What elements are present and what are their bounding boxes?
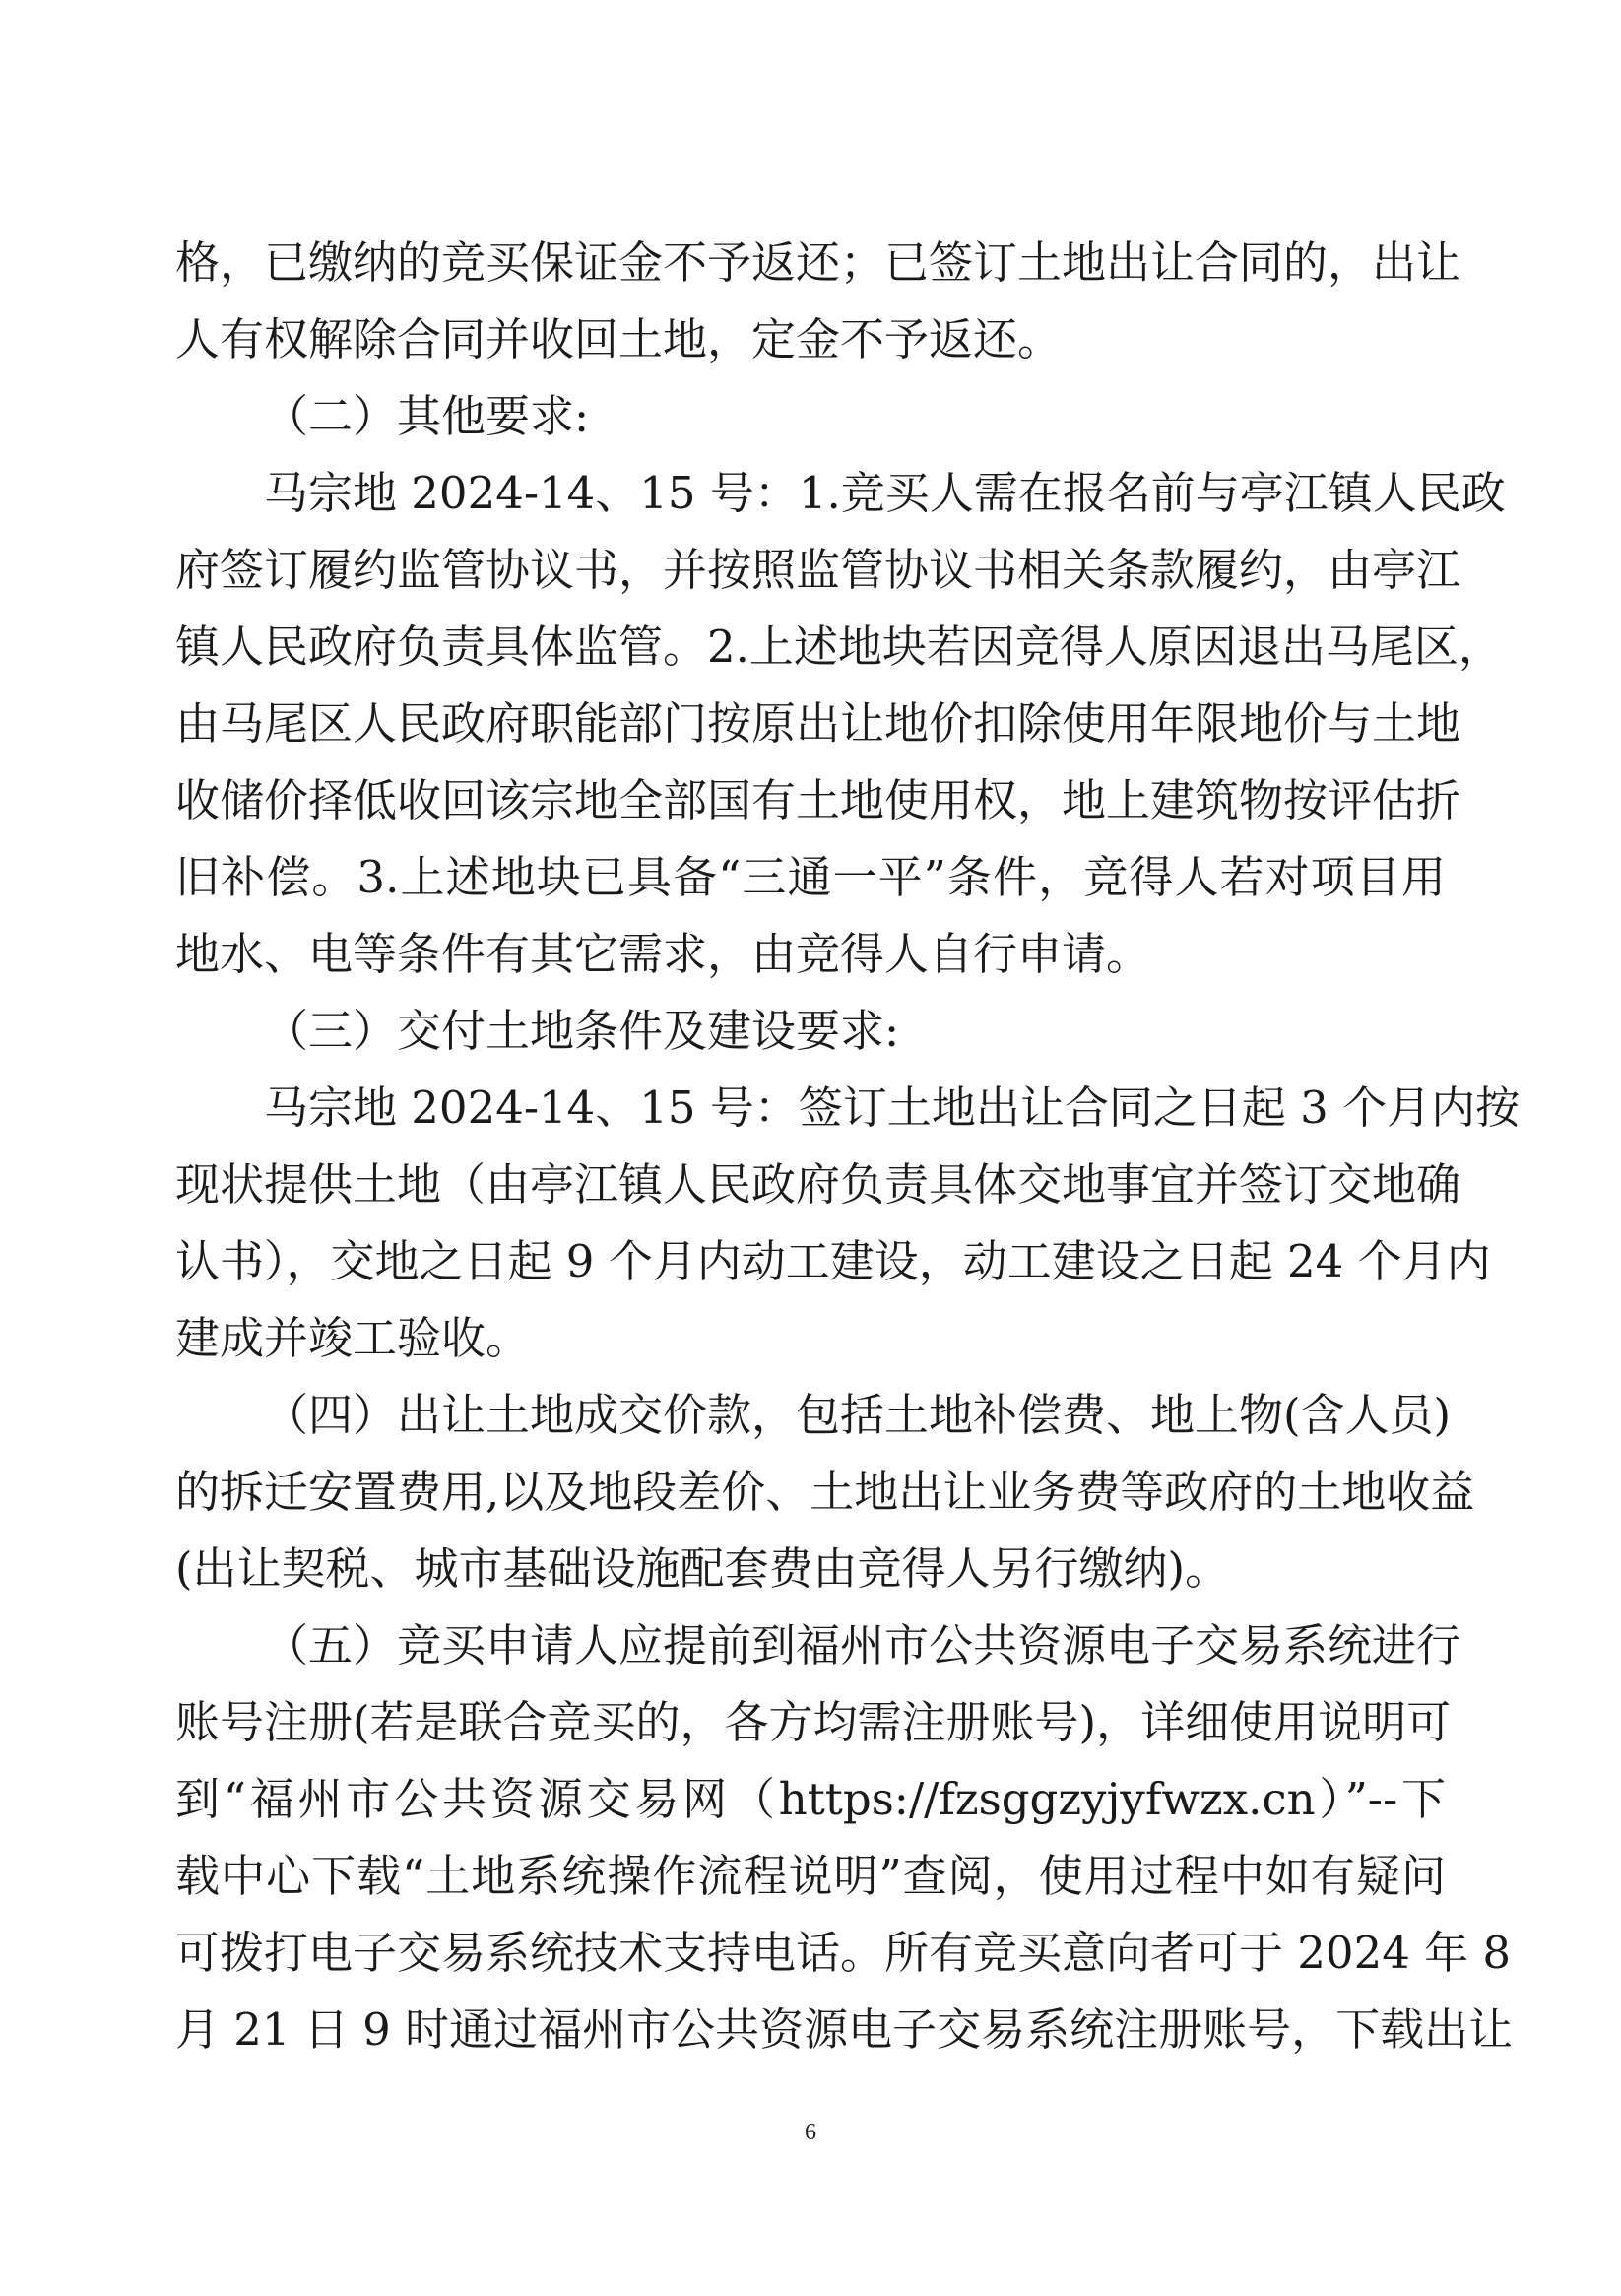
body-text-line: 建成并竣工验收。: [175, 1312, 531, 1364]
body-text-line: （四）出让土地成交价款，包括土地补偿费、地上物(含人员): [264, 1389, 1452, 1441]
body-text-line: 收储价择低收回该宗地全部国有土地使用权，地上建筑物按评估折: [175, 774, 1461, 826]
body-text-line: 的拆迁安置费用,以及地段差价、土地出让业务费等政府的土地收益: [175, 1466, 1475, 1518]
section-heading: （三）交付土地条件及建设要求:: [264, 1005, 900, 1057]
body-text-line: 到“福州市公共资源交易网（https://fzsggzyjyfwzx.cn）”--下: [175, 1773, 1446, 1825]
body-text-line: 由马尾区人民政府职能部门按原出让地价扣除使用年限地价与土地: [175, 697, 1461, 750]
body-text-line: 人有权解除合同并收回土地，定金不予返还。: [175, 313, 1063, 365]
body-text-line: 载中心下载“土地系统操作流程说明”查阅，使用过程中如有疑问: [175, 1850, 1446, 1902]
body-text-line: （五）竞买申请人应提前到福州市公共资源电子交易系统进行: [264, 1619, 1461, 1672]
body-text-line: 可拨打电子交易系统技术支持电话。所有竞买意向者可于 2024 年 8: [175, 1927, 1512, 1979]
body-text-line: 府签订履约监管协议书，并按照监管协议书相关条款履约，由亭江: [175, 544, 1461, 596]
body-text-line: 格，已缴纳的竞买保证金不予返还；已签订土地出让合同的，出让: [175, 236, 1461, 289]
body-text-line: (出让契税、城市基础设施配套费由竞得人另行缴纳)。: [175, 1542, 1230, 1595]
body-text-line: 账号注册(若是联合竞买的，各方均需注册账号)，详细使用说明可: [175, 1696, 1452, 1748]
body-text-line: 地水、电等条件有其它需求，由竞得人自行申请。: [175, 928, 1151, 980]
body-text-line: 旧补偿。3.上述地块已具备“三通一平”条件，竞得人若对项目用: [175, 851, 1446, 903]
body-text-line: 马宗地 2024-14、15 号：1.竞买人需在报名前与亭江镇人民政: [264, 467, 1506, 519]
body-text-line: 现状提供土地（由亭江镇人民政府负责具体交地事宜并签订交地确: [175, 1158, 1461, 1211]
body-text-line: 月 21 日 9 时通过福州市公共资源电子交易系统注册账号，下载出让: [175, 2003, 1514, 2056]
body-text-line: 镇人民政府负责具体监管。2.上述地块若因竞得人原因退出马尾区，: [175, 621, 1503, 673]
section-heading: （二）其他要求:: [264, 390, 590, 442]
body-text-line: 认书），交地之日起 9 个月内动工建设，动工建设之日起 24 个月内: [175, 1235, 1491, 1287]
page-number: 6: [805, 2120, 816, 2145]
body-text-line: 马宗地 2024-14、15 号：签订土地出让合同之日起 3 个月内按: [264, 1082, 1521, 1134]
